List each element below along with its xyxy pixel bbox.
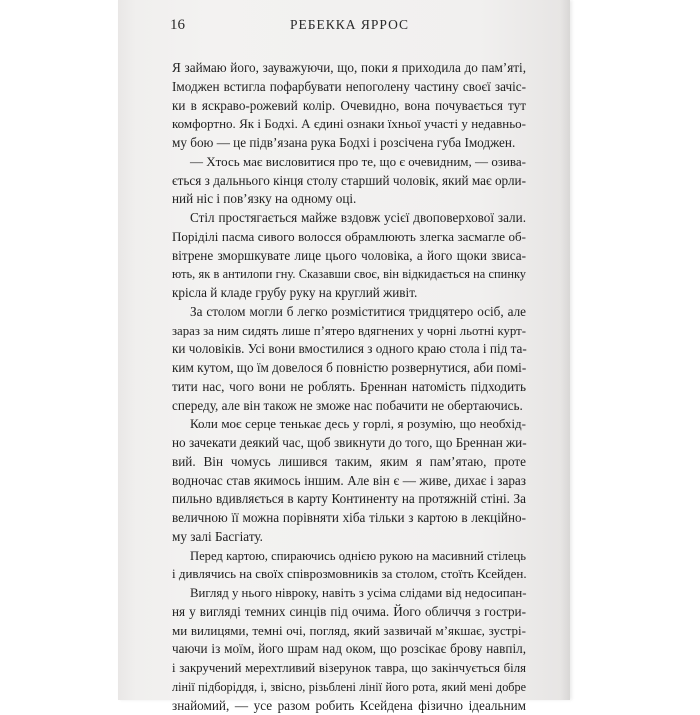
text-line: лінії підборіддя, і, звісно, різьблені лінії його рота, який мені добре (172, 678, 526, 697)
page-header (170, 17, 530, 37)
body-text (172, 59, 526, 715)
text-line: спереду, але він також не зможе нас побачити не обертаючись. (172, 397, 526, 416)
text-line: комфортно. Як і Бодхі. А єдині ознаки їхньої участі у недавньо- (172, 115, 526, 134)
text-line: За столом могли б легко розміститися тридцятеро осіб, але (172, 303, 526, 322)
text-line: Я займаю його, зауважуючи, що, поки я приходила до пам’яті, (172, 59, 526, 78)
text-line: Стіл простягається майже вздовж усієї двоповерхової зали. (172, 209, 526, 228)
text-line: величною її можна порівняти хіба тільки з картою в лекційно- (172, 509, 526, 528)
text-line: пильно вдивляється в карту Континенту на протяжній стіні. За (172, 490, 526, 509)
text-line: і дивлячись на своїх співрозмовників за столом, стоїть Ксейден. (172, 565, 526, 584)
page-edge-shadow (560, 0, 570, 700)
text-line: вий. Він чомусь лишився таким, яким я пам’ятаю, проте (172, 453, 526, 472)
running-head-author: РЕБЕККА ЯРРОС (290, 17, 409, 33)
text-line: ки чоловіків. Усі вони вмостилися з одного краю стола і під та- (172, 340, 526, 359)
text-line: му залі Басгіату. (172, 528, 526, 547)
text-line: ється з дальнього кінця столу старший чоловік, який має орли- (172, 172, 526, 191)
book-page (118, 0, 570, 700)
text-line: водночас став якимось іншим. Але він є — живе, дихає і зараз (172, 472, 526, 491)
text-line: ки в яскраво-рожевий колір. Очевидно, вона почувається тут (172, 97, 526, 116)
text-line: — Хтось має висловитися про те, що є очевидним, — озива- (172, 153, 526, 172)
text-line: ють, як в антилопи гну. Сказавши своє, він відкидається на спинку (172, 265, 526, 284)
text-line: ми вилицями, темні очі, погляд, який зазвичай м’якшає, зустрі- (172, 622, 526, 641)
text-line: ний ніс і пов’язку на одному оці. (172, 190, 526, 209)
text-line: зараз за ним сидять лише п’ятеро вдягнених у чорні льотні курт- (172, 322, 526, 341)
text-line: і закручений мерехтливий візерунок тавра, що закінчується біля (172, 659, 526, 678)
page-number: 16 (170, 17, 185, 34)
text-line: чаючи із моїм, його шрам над оком, що розсікає брову навпіл, (172, 640, 526, 659)
text-line: ким кутом, що їм довелося б повністю розвернутися, аби помі- (172, 359, 526, 378)
text-line: му бою — це підв’язана рука Бодхі і розсічена губа Імоджен. (172, 134, 526, 153)
text-line: Вигляд у нього нівроку, навіть з усіма слідами від недосипан- (172, 584, 526, 603)
text-line: Імоджен встигла пофарбувати непоголену частину своєї зачіс- (172, 78, 526, 97)
text-line: Перед картою, спираючись однією рукою на масивний стілець (172, 547, 526, 566)
text-line: знайомий, — усе разом робить Ксейдена фізично ідеальним (172, 697, 526, 715)
text-line: Коли моє серце тенькає десь у горлі, я розумію, що необхід- (172, 415, 526, 434)
text-line: крісла й кладе грубу руку на круглий живіт. (172, 284, 526, 303)
text-line: но зачекати деякий час, щоб звикнути до того, що Бреннан жи- (172, 434, 526, 453)
text-line: Поріділі пасма сивого волосся обрамлюють злегка засмагле об- (172, 228, 526, 247)
text-line: тити нас, чого вони не роблять. Бреннан натомість підходить (172, 378, 526, 397)
text-line: ня у вигляді темних синців під очима. Його обличчя з гостри- (172, 603, 526, 622)
text-line: вітрене зморшкувате лице цього чоловіка, а його щоки звиса- (172, 247, 526, 266)
